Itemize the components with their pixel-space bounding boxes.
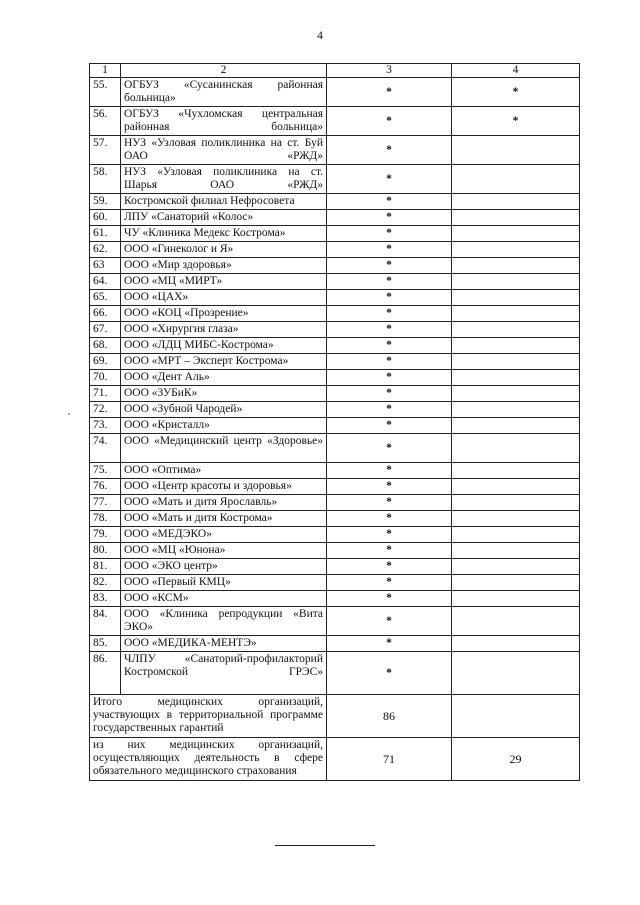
summary-label: Итого медицинских организаций, участвующих в территориальной программе государственных гарантий [90, 695, 327, 738]
row-number: 83. [90, 591, 121, 607]
organization-name: ООО «КСМ» [121, 591, 327, 607]
header-col-2: 2 [121, 64, 327, 78]
column-3-mark: * [327, 226, 452, 242]
organization-name: ООО «Хирургия глаза» [121, 322, 327, 338]
column-3-mark: * [327, 290, 452, 306]
organizations-table [89, 63, 580, 781]
organization-name: ООО «КОЦ «Прозрение» [121, 306, 327, 322]
organization-name: ООО «Мир здоровья» [121, 258, 327, 274]
page-number: 4 [317, 28, 323, 42]
organization-name: ООО «Дент Аль» [121, 370, 327, 386]
column-4-mark [452, 210, 580, 226]
column-3-mark: * [327, 107, 452, 136]
column-3-mark: * [327, 258, 452, 274]
row-number: 65. [90, 290, 121, 306]
table-row [90, 402, 580, 418]
table-row [90, 434, 580, 463]
table-row [90, 418, 580, 434]
row-number: 76. [90, 479, 121, 495]
table-row [90, 591, 580, 607]
column-4-mark [452, 242, 580, 258]
column-3-mark: * [327, 194, 452, 210]
column-4-mark: * [452, 78, 580, 107]
table-row [90, 78, 580, 107]
column-3-mark: * [327, 511, 452, 527]
organization-name: ООО «Мать и дитя Ярославль» [121, 495, 327, 511]
column-4-mark [452, 511, 580, 527]
column-3-mark: * [327, 434, 452, 463]
table-row [90, 575, 580, 591]
row-number: 64. [90, 274, 121, 290]
footer-divider [275, 845, 375, 846]
organization-name: ООО «ЭКО центр» [121, 559, 327, 575]
column-3-mark: * [327, 210, 452, 226]
column-4-mark [452, 591, 580, 607]
column-4-mark [452, 338, 580, 354]
column-3-mark: * [327, 306, 452, 322]
column-3-mark: * [327, 591, 452, 607]
column-3-mark: * [327, 322, 452, 338]
column-3-mark: * [327, 527, 452, 543]
column-4-mark [452, 258, 580, 274]
organization-name: ООО «МЦ «МИРТ» [121, 274, 327, 290]
column-3-mark: * [327, 636, 452, 652]
column-4-mark [452, 322, 580, 338]
column-4-mark [452, 575, 580, 591]
row-number: 58. [90, 165, 121, 194]
table-row [90, 636, 580, 652]
row-number: 66. [90, 306, 121, 322]
organization-name: ООО «МЦ «Юнона» [121, 543, 327, 559]
table-row [90, 242, 580, 258]
organization-name: ООО «Кристалл» [121, 418, 327, 434]
column-4-mark [452, 495, 580, 511]
summary-c4-value [452, 695, 580, 738]
column-3-mark: * [327, 386, 452, 402]
column-3-mark: * [327, 543, 452, 559]
table-row [90, 527, 580, 543]
table-row [90, 258, 580, 274]
column-3-mark: * [327, 402, 452, 418]
column-4-mark [452, 652, 580, 695]
row-number: 73. [90, 418, 121, 434]
column-3-mark: * [327, 559, 452, 575]
row-number: 60. [90, 210, 121, 226]
organization-name: ООО «МРТ – Эксперт Кострома» [121, 354, 327, 370]
table-row [90, 559, 580, 575]
header-col-3: 3 [327, 64, 452, 78]
row-number: 57. [90, 136, 121, 165]
column-3-mark: * [327, 338, 452, 354]
column-4-mark [452, 354, 580, 370]
column-3-mark: * [327, 274, 452, 290]
column-4-mark: * [452, 107, 580, 136]
row-number: 85. [90, 636, 121, 652]
row-number: 86. [90, 652, 121, 695]
header-col-1: 1 [90, 64, 121, 78]
column-3-mark: * [327, 652, 452, 695]
column-3-mark: * [327, 463, 452, 479]
column-4-mark [452, 136, 580, 165]
organization-name: ЛПУ «Санаторий «Колос» [121, 210, 327, 226]
table-row [90, 107, 580, 136]
organization-name: ООО «ЗУБиК» [121, 386, 327, 402]
column-4-mark [452, 386, 580, 402]
column-4-mark [452, 194, 580, 210]
row-number: 71. [90, 386, 121, 402]
table-row [90, 607, 580, 636]
row-number: 63 [90, 258, 121, 274]
organization-name: ОГБУЗ «Сусанинская районная больница» [121, 78, 327, 107]
organization-name: НУЗ «Узловая поликлиника на ст. Шарья ОАО «РЖД» [121, 165, 327, 194]
column-4-mark [452, 543, 580, 559]
column-4-mark [452, 274, 580, 290]
table-row [90, 386, 580, 402]
column-3-mark: * [327, 165, 452, 194]
column-3-mark: * [327, 242, 452, 258]
table-row [90, 495, 580, 511]
organization-name: Костромской филиал Нефросовета [121, 194, 327, 210]
table-row [90, 136, 580, 165]
column-3-mark: * [327, 354, 452, 370]
row-number: 75. [90, 463, 121, 479]
summary-row [90, 738, 580, 781]
column-4-mark [452, 165, 580, 194]
organization-name: ОГБУЗ «Чухломская центральная районная больница» [121, 107, 327, 136]
organization-name: ЧЛПУ «Санаторий-профилакторий Костромской ГРЭС» [121, 652, 327, 695]
row-number: 78. [90, 511, 121, 527]
row-number: 61. [90, 226, 121, 242]
organization-name: ООО «ЛДЦ МИБС-Кострома» [121, 338, 327, 354]
row-number: 70. [90, 370, 121, 386]
column-3-mark: * [327, 607, 452, 636]
table-row [90, 354, 580, 370]
organization-name: ООО «Первый КМЦ» [121, 575, 327, 591]
column-4-mark [452, 479, 580, 495]
column-3-mark: * [327, 575, 452, 591]
organization-name: ООО «МЕДИКА-МЕНТЭ» [121, 636, 327, 652]
column-4-mark [452, 402, 580, 418]
table-row [90, 226, 580, 242]
column-4-mark [452, 607, 580, 636]
table-row [90, 210, 580, 226]
summary-label: из них медицинских организаций, осуществляющих деятельность в сфере обязательного медицинского страхования [90, 738, 327, 781]
row-number: 82. [90, 575, 121, 591]
summary-row [90, 695, 580, 738]
summary-c4-value: 29 [452, 738, 580, 781]
column-4-mark [452, 290, 580, 306]
row-number: 56. [90, 107, 121, 136]
column-4-mark [452, 463, 580, 479]
header-col-4: 4 [452, 64, 580, 78]
table-row [90, 479, 580, 495]
organization-name: ООО «Медицинский центр «Здоровье» [121, 434, 327, 463]
table-row [90, 370, 580, 386]
column-3-mark: * [327, 479, 452, 495]
table-header-row [90, 64, 580, 78]
table-row [90, 652, 580, 695]
table-row [90, 290, 580, 306]
organization-name: ООО «Оптима» [121, 463, 327, 479]
organization-name: ООО «МЕДЭКО» [121, 527, 327, 543]
organization-name: ЧУ «Клиника Медекс Кострома» [121, 226, 327, 242]
table-row [90, 165, 580, 194]
table-row [90, 338, 580, 354]
organization-name: ООО «Клиника репродукции «Вита ЭКО» [121, 607, 327, 636]
row-number: 74. [90, 434, 121, 463]
column-3-mark: * [327, 418, 452, 434]
table-row [90, 543, 580, 559]
summary-c3-value: 71 [327, 738, 452, 781]
column-3-mark: * [327, 78, 452, 107]
row-number: 72. [90, 402, 121, 418]
row-number: 79. [90, 527, 121, 543]
table-row [90, 274, 580, 290]
organization-name: ООО «Центр красоты и здоровья» [121, 479, 327, 495]
column-4-mark [452, 434, 580, 463]
column-3-mark: * [327, 370, 452, 386]
organization-name: ООО «ЦАХ» [121, 290, 327, 306]
column-4-mark [452, 527, 580, 543]
row-number: 69. [90, 354, 121, 370]
row-number: 80. [90, 543, 121, 559]
organization-name: НУЗ «Узловая поликлиника на ст. Буй ОАО «РЖД» [121, 136, 327, 165]
organization-name: ООО «Мать и дитя Кострома» [121, 511, 327, 527]
organization-name: ООО «Гинеколог и Я» [121, 242, 327, 258]
column-4-mark [452, 226, 580, 242]
table-row [90, 322, 580, 338]
column-3-mark: * [327, 495, 452, 511]
column-3-mark: * [327, 136, 452, 165]
row-number: 59. [90, 194, 121, 210]
row-number: 62. [90, 242, 121, 258]
column-4-mark [452, 306, 580, 322]
column-4-mark [452, 559, 580, 575]
row-number: 81. [90, 559, 121, 575]
row-number: 67. [90, 322, 121, 338]
row-number: 55. [90, 78, 121, 107]
column-4-mark [452, 636, 580, 652]
organization-name: ООО «Зубной Чародей» [121, 402, 327, 418]
table-row [90, 511, 580, 527]
column-4-mark [452, 370, 580, 386]
row-number: 68. [90, 338, 121, 354]
row-number: 84. [90, 607, 121, 636]
table-row [90, 463, 580, 479]
row-number: 77. [90, 495, 121, 511]
table-row [90, 194, 580, 210]
summary-c3-value: 86 [327, 695, 452, 738]
column-4-mark [452, 418, 580, 434]
margin-dot [68, 413, 70, 415]
table-row [90, 306, 580, 322]
